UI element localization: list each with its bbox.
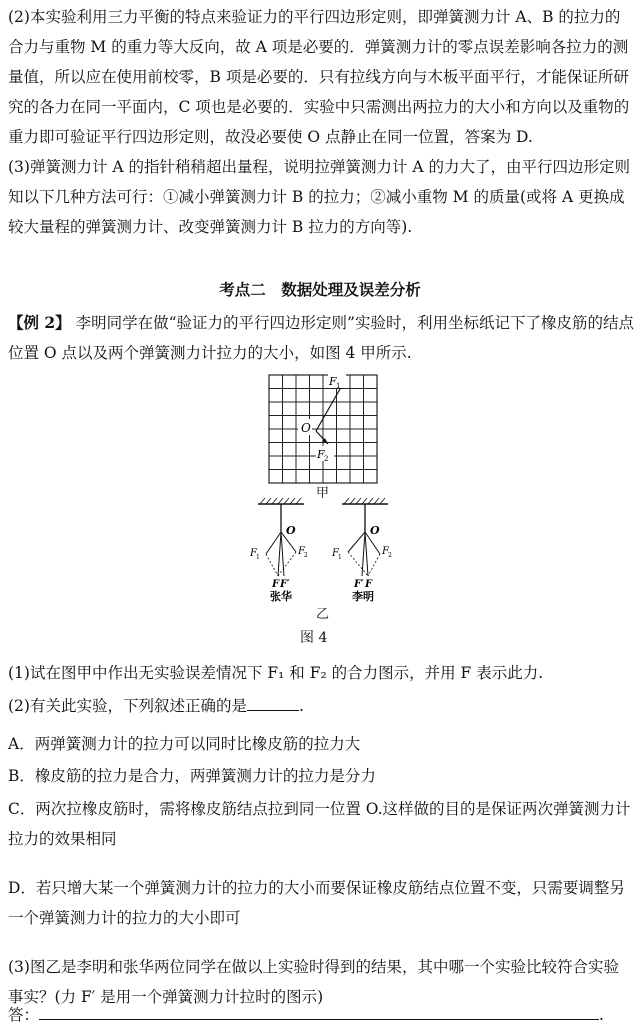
f1-label: F (329, 375, 337, 388)
right-f2-sub: 2 (388, 552, 392, 559)
point-o-label: O (301, 421, 311, 435)
f1-sub: 1 (336, 382, 341, 390)
right-fp-label: F′ (354, 579, 364, 590)
question-2-text: (2)有关此实验，下列叙述正确的是 (8, 697, 247, 715)
example-text: 李明同学在做“验证力的平行四边形定则”实验时，利用坐标纸记下了橡皮筋的结点位置 O 点以及两个弹簧测力计拉力的大小，如图 4 甲所示. (8, 314, 634, 362)
section-heading: 考点二 数据处理及误差分析 (219, 280, 421, 299)
left-f-label: F (272, 579, 280, 590)
option-d: D．若只增大某一个弹簧测力计的拉力的大小而要保证橡皮筋结点位置不变，只需要调整另一个弹簧测力计的拉力的大小即可 (8, 879, 625, 927)
right-f-label: F (365, 579, 373, 590)
answer-blank[interactable] (247, 696, 299, 711)
solution-part-3: (3)弹簧测力计 A 的指针稍稍超出量程，说明拉弹簧测力计 A 的力大了，由平行四边形定则知以下几种方法可行：①减小弹簧测力计 B 的拉力；②减小重物 M 的质量(或将 A 更换成较大量程的弹簧测力计、改变弹簧测力计 B 拉力的方向等). (8, 158, 631, 236)
left-o-label: O (286, 524, 296, 537)
question-2-end: . (298, 697, 304, 715)
question-2 (8, 691, 634, 721)
left-f2-label: F (298, 546, 305, 557)
left-f1-label: F (250, 548, 257, 559)
name-zhanghua: 张华 (270, 590, 292, 602)
f2-label: F (317, 448, 325, 461)
name-liming: 李明 (352, 590, 374, 602)
right-f2-label: F (382, 546, 389, 557)
question-3: (3)图乙是李明和张华两位同学在做以上实验时得到的结果，其中哪一个实验比较符合实验事实？(力 F′ 是用一个弹簧测力计拉时的图示) (8, 958, 619, 1006)
question-1: (1)试在图甲中作出无实验误差情况下 F₁ 和 F₂ 的合力图示，并用 F 表示此力. (8, 664, 544, 682)
figure-jia-label: 甲 (316, 486, 330, 501)
example-intro (8, 308, 634, 368)
figure-jia-grid (268, 374, 378, 484)
left-fp-label: F′ (280, 579, 290, 590)
option-a: A．两弹簧测力计的拉力可以同时比橡皮筋的拉力大 (8, 735, 361, 753)
figure-yi (240, 496, 410, 602)
answer-line (8, 1000, 634, 1030)
f2-sub: 2 (324, 455, 329, 463)
right-o-label: O (370, 524, 380, 537)
right-f1-label: F (332, 548, 339, 559)
figure-caption: 图 4 (300, 630, 328, 646)
right-f1-sub: 1 (338, 554, 342, 561)
solution-part-2: (2)本实验利用三力平衡的特点来验证力的平行四边形定则，即弹簧测力计 A、B 的拉力的合力与重物 M 的重力等大反向，故 A 项是必要的．弹簧测力计的零点误差影响各拉力的测量值，所以应在使用前校零，B 项是必要的．只有拉线方向与木板平面平行，才能保证所研究的各力在同一平面内，C 项也是必要的．实验中只需测出两拉力的大小和方向以及重物的重力即可验证平行四边形定则，故没必要使 O 点静止在同一位置，答案为 D. (8, 8, 630, 146)
example-tag: 【例 2】 (8, 313, 71, 332)
figure-yi-label: 乙 (316, 607, 330, 622)
option-c: C．两次拉橡皮筋时，需将橡皮筋结点拉到同一位置 O.这样做的目的是保证两次弹簧测力计拉力的效果相同 (8, 800, 631, 848)
answer-label: 答： (8, 1006, 40, 1024)
option-b: B．橡皮筋的拉力是合力，两弹簧测力计的拉力是分力 (8, 767, 376, 785)
left-f2-sub: 2 (304, 552, 308, 559)
left-f1-sub: 1 (256, 554, 260, 561)
answer-input-line[interactable] (39, 1005, 599, 1020)
answer-end: . (599, 1006, 604, 1024)
